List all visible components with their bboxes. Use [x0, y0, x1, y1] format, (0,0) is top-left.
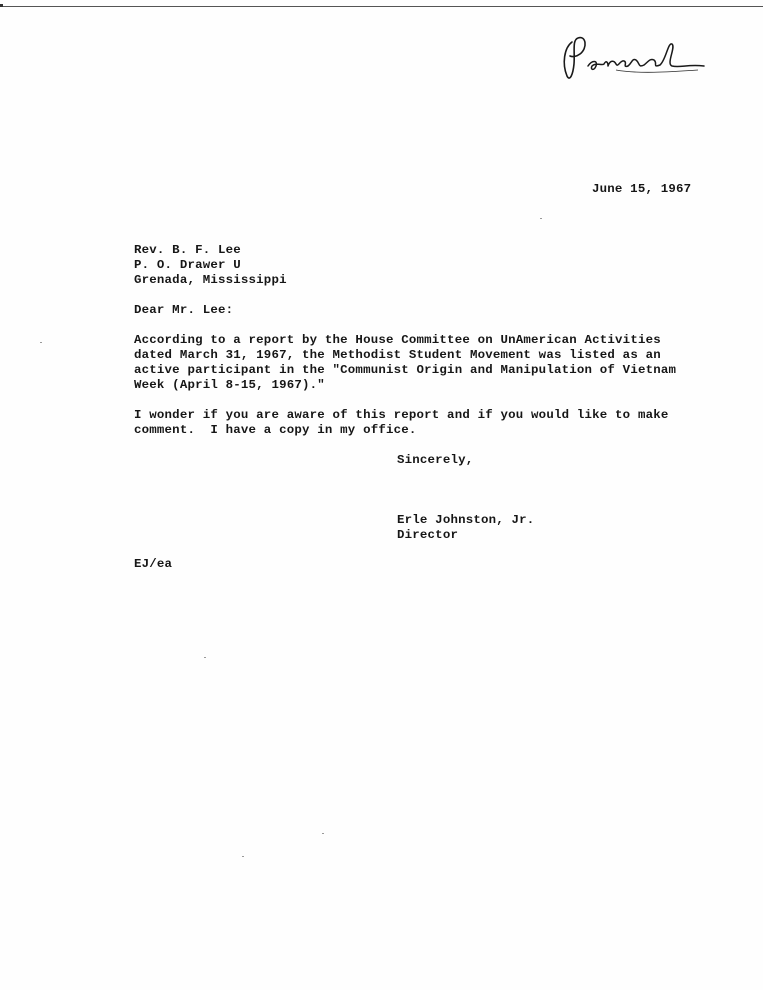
paragraph-1-line-3: active participant in the "Communist Origin and Manipulation of Vietnam: [134, 363, 677, 377]
complimentary-closing: Sincerely,: [397, 453, 474, 467]
signature-name: Erle Johnston, Jr.: [397, 513, 535, 527]
paragraph-1-line-4: Week (April 8-15, 1967).": [134, 378, 325, 392]
paragraph-2-line-1: I wonder if you are aware of this report and if you would like to make: [134, 408, 669, 422]
paragraph-2-line-2: comment. I have a copy in my office.: [134, 423, 417, 437]
scan-speck: [322, 833, 324, 834]
recipient-address: P. O. Drawer U: [134, 258, 241, 272]
scan-speck: [242, 856, 244, 857]
reference-initials: EJ/ea: [134, 557, 173, 571]
recipient-name: Rev. B. F. Lee: [134, 243, 241, 257]
paragraph-1-line-1: According to a report by the House Committee on UnAmerican Activities: [134, 333, 661, 347]
scan-speck: [540, 218, 542, 219]
page-edge-mark: [0, 4, 3, 7]
paragraph-1-line-2: dated March 31, 1967, the Methodist Student Movement was listed as an: [134, 348, 661, 362]
salutation: Dear Mr. Lee:: [134, 303, 234, 317]
handwritten-personal-note: [558, 30, 708, 85]
signature-title: Director: [397, 528, 459, 542]
scan-speck: [204, 657, 206, 658]
scan-speck: [40, 342, 42, 343]
recipient-city: Grenada, Mississippi: [134, 273, 287, 287]
letter-date: June 15, 1967: [592, 182, 692, 196]
page-top-rule: [0, 6, 763, 7]
